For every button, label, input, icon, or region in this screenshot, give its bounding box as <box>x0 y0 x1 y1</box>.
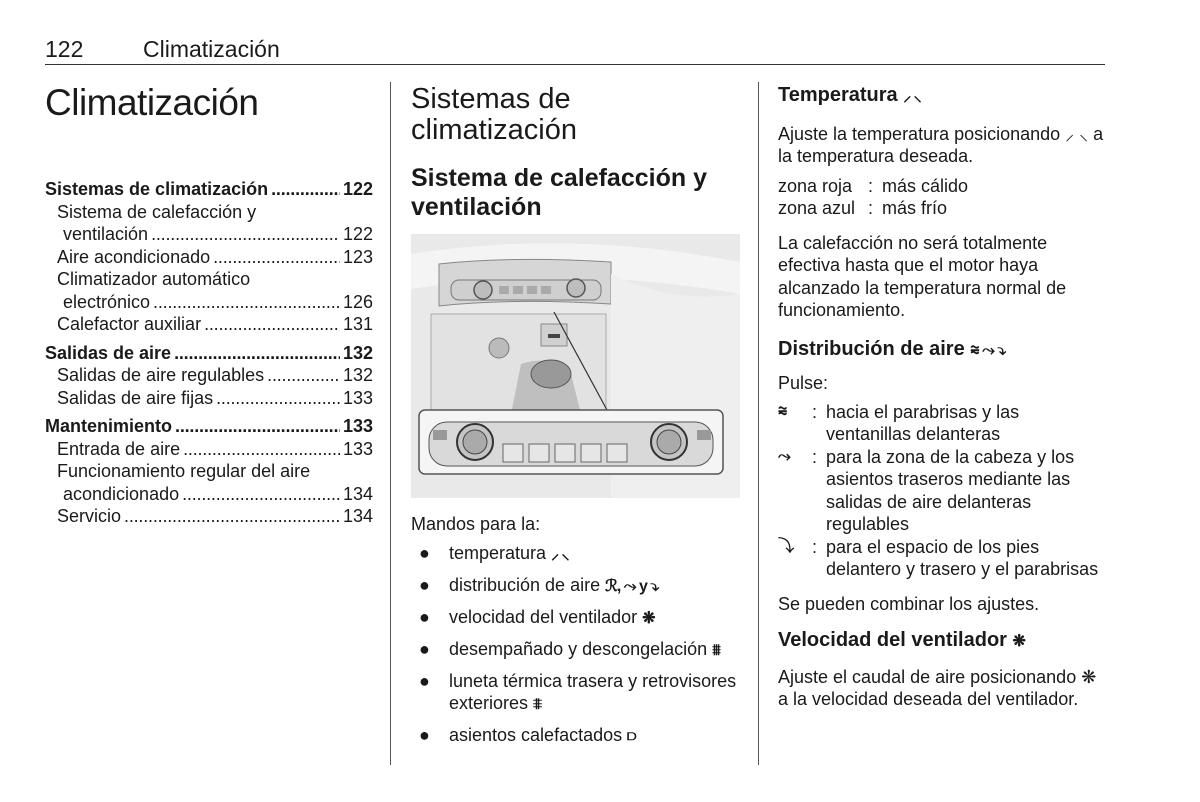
controls-intro: Mandos para la: <box>411 514 541 534</box>
toc-section-entry[interactable] <box>45 178 373 201</box>
zone-separator: : <box>868 198 874 218</box>
toc-entry[interactable] <box>45 291 373 314</box>
toc-page: 133 <box>342 416 373 436</box>
toc-leader <box>182 483 340 506</box>
item-separator: : <box>812 401 818 422</box>
toc-label: Funcionamiento regular del aire <box>57 461 311 481</box>
list-item <box>411 670 741 716</box>
temperature-section <box>778 84 1108 711</box>
chapter-title: Climatización <box>45 82 259 123</box>
page-number: 122 <box>45 36 84 62</box>
zone-row <box>778 175 1108 198</box>
bullet-icon: ● <box>419 543 430 563</box>
item-separator: : <box>812 536 818 557</box>
column-divider-2 <box>758 82 759 765</box>
toc-label: Calefactor auxiliar <box>57 314 202 334</box>
list-item <box>411 724 741 748</box>
toc-section-entry[interactable] <box>45 342 373 365</box>
bullet-icon: ● <box>419 575 430 595</box>
toc-label: electrónico <box>63 291 151 312</box>
temperature-text: Ajuste la temperatura posicionando ⸝ ⸜ a la temperatura deseada. <box>778 123 1104 166</box>
list-item-text: velocidad del ventilador <box>449 607 638 627</box>
heated-seat-icon: ⫐ <box>627 728 636 745</box>
list-item <box>411 542 741 566</box>
header-rule <box>45 64 1105 65</box>
zone-name: zona azul <box>778 198 856 218</box>
subsection-heading: Sistema de calefacción y ventilación <box>411 164 707 221</box>
toc-label: Aire acondicionado <box>57 246 211 267</box>
heating-note: La calefacción no será totalmente efectiva hasta que el motor haya alcanzado la temperatura normal de funcionamiento. <box>778 232 1067 320</box>
toc-entry[interactable] <box>45 313 373 336</box>
list-item <box>411 638 741 662</box>
toc-entry[interactable] <box>45 505 373 528</box>
combine-note: Se pueden combinar los ajustes. <box>778 593 1040 614</box>
feet-icon: ⤵ <box>778 537 794 555</box>
distribution-item <box>778 446 1108 536</box>
toc-page: 133 <box>342 438 373 459</box>
toc-leader <box>124 505 340 528</box>
toc-label: Salidas de aire regulables <box>57 365 265 385</box>
toc-leader <box>151 223 340 246</box>
distribution-text: para la zona de la cabeza y los asientos traseros mediante las salidas de aire delanteras regulables <box>826 446 1075 534</box>
toc-label: acondicionado <box>63 483 180 504</box>
fan-icon: ❋ <box>642 610 655 627</box>
toc-label: Sistemas de climatización <box>45 179 269 199</box>
distribution-list <box>778 401 1108 581</box>
bullet-icon: ● <box>419 607 430 627</box>
toc-entry[interactable] <box>45 460 373 483</box>
temperature-knob-icon: ⸝ ⸜ <box>551 546 569 563</box>
distribution-intro: Pulse: <box>778 373 829 393</box>
section-heading: Sistemas de climatización <box>411 83 577 146</box>
distribution-text: hacia el parabrisas y las ventanillas delanteras <box>826 401 1020 444</box>
windscreen-feet-icon: ⩬ <box>778 402 787 420</box>
column-divider-1 <box>390 82 391 765</box>
list-item-text: asientos calefactados <box>449 725 623 745</box>
toc-page: 133 <box>342 387 373 408</box>
list-item-text: distribución de aire <box>449 575 601 595</box>
toc-page: 123 <box>342 246 373 267</box>
list-item-text: temperatura <box>449 543 547 563</box>
toc-entry[interactable] <box>45 246 373 269</box>
toc-page: 131 <box>342 314 373 334</box>
toc-label: Servicio <box>57 506 122 526</box>
temperature-knob-icon: ⸝ ⸜ <box>903 88 921 105</box>
zone-description: más frío <box>882 198 948 218</box>
list-item-text: desempañado y descongelación <box>449 639 708 659</box>
defrost-max-icon: ⩩ <box>712 642 720 659</box>
toc-leader <box>183 438 340 461</box>
toc-entry[interactable] <box>45 223 373 246</box>
zone-description: más cálido <box>882 175 969 196</box>
temperature-zones <box>778 175 1108 220</box>
toc-page: 132 <box>342 342 373 363</box>
running-header: Climatización <box>143 36 280 62</box>
temperature-heading: Temperatura ⸝ ⸜ <box>778 84 921 106</box>
toc-leader <box>204 313 340 336</box>
toc-entry[interactable] <box>45 364 373 387</box>
air-distribution-icon: ⩬ ⤳ ⤵ <box>970 341 1006 359</box>
zone-name: zona roja <box>778 175 853 196</box>
toc-label: Mantenimiento <box>45 416 173 436</box>
distribution-item <box>778 401 1108 446</box>
toc-entry[interactable] <box>45 483 373 506</box>
head-icon: ⤳ <box>778 447 790 465</box>
distribution-item <box>778 536 1108 581</box>
bullet-icon: ● <box>419 671 430 691</box>
item-separator: : <box>812 446 818 467</box>
list-item-text: luneta térmica trasera y retrovisores exteriores <box>449 671 737 713</box>
toc-page: 134 <box>342 506 373 526</box>
list-item <box>411 574 741 598</box>
air-distribution-icon: ℛ, ⤳ y ⤵ <box>605 578 659 595</box>
climate-control-panel-image <box>411 234 740 498</box>
toc-label: Salidas de aire fijas <box>57 387 214 408</box>
toc-leader <box>267 364 340 387</box>
toc-entry[interactable] <box>45 387 373 410</box>
fan-speed-text: Ajuste el caudal de aire posicionando ❋ a la velocidad deseada del ventilador. <box>778 666 1097 709</box>
zone-row <box>778 197 1108 220</box>
fan-speed-heading: Velocidad del ventilador ❋ <box>778 629 1025 651</box>
toc-page: 122 <box>342 224 373 244</box>
table-of-contents <box>45 178 373 528</box>
toc-page: 122 <box>342 179 373 199</box>
fan-icon: ❋ <box>1012 633 1025 650</box>
toc-leader <box>153 291 340 314</box>
toc-entry[interactable] <box>45 268 373 291</box>
zone-separator: : <box>868 175 874 196</box>
toc-entry[interactable] <box>45 438 373 461</box>
distribution-text: para el espacio de los pies delantero y trasero y el parabrisas <box>826 536 1099 579</box>
rear-defrost-icon: ⩨ <box>533 696 542 713</box>
toc-leader <box>175 415 340 438</box>
list-item <box>411 606 741 630</box>
toc-leader <box>174 342 340 365</box>
toc-label: Climatizador automático <box>57 269 251 289</box>
bullet-icon: ● <box>419 725 430 745</box>
toc-label: Sistema de calefacción y <box>57 201 257 222</box>
distribution-heading: Distribución de aire ⩬ ⤳ ⤵ <box>778 337 1006 360</box>
toc-page: 134 <box>342 483 373 504</box>
toc-label: ventilación <box>63 224 149 244</box>
toc-label: Entrada de aire <box>57 438 181 459</box>
bullet-icon: ● <box>419 639 430 659</box>
toc-page: 126 <box>342 291 373 312</box>
toc-label: Salidas de aire <box>45 342 172 363</box>
toc-section-entry[interactable] <box>45 415 373 438</box>
toc-page: 132 <box>342 365 373 385</box>
toc-leader <box>213 246 340 269</box>
controls-list <box>411 542 741 756</box>
toc-leader <box>216 387 340 410</box>
toc-leader <box>271 178 340 201</box>
toc-entry[interactable] <box>45 201 373 224</box>
